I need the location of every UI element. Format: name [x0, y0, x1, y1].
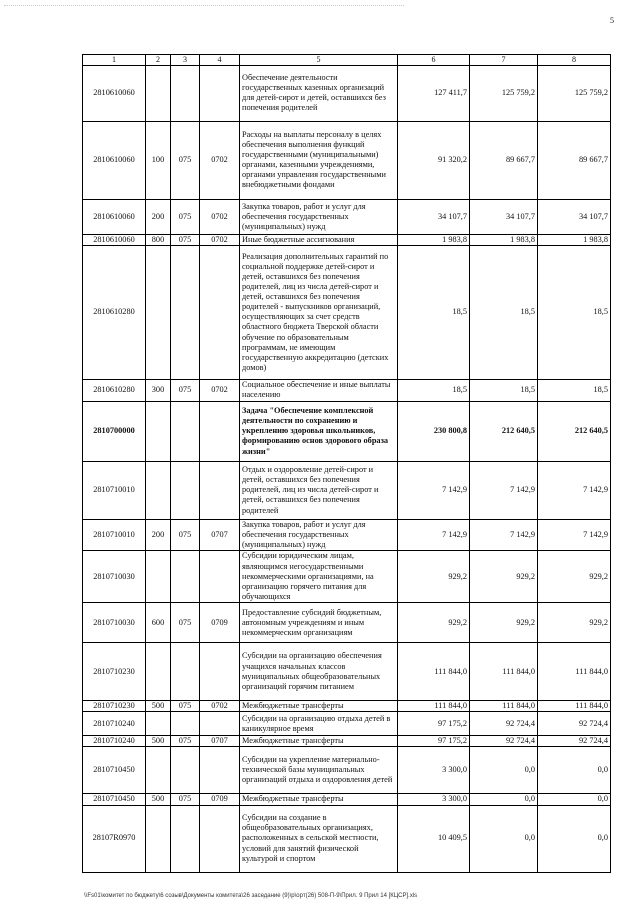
table-row [83, 121, 611, 199]
budget-code-cell: 2810710240 [83, 736, 146, 747]
description-cell: Расходы на выплаты персоналу в целях обеспечения выполнения функций государственными (муниципальными) органами, казенными учреждениями, органами управления государственными внебюджетными фондами [240, 121, 398, 199]
description-cell: Отдых и оздоровление детей-сирот и детей, оставшихся без попечения родителей, лиц из числа детей-сирот и детей, оставшихся без попечения родителей [240, 461, 398, 519]
table-row [83, 794, 611, 805]
budget-code-cell: 2810610280 [83, 245, 146, 379]
amount-col8-cell: 89 667,7 [538, 121, 611, 199]
section-cell: 0702 [200, 121, 240, 199]
amount-col8-cell: 18,5 [538, 245, 611, 379]
amount-col7-cell: 0,0 [470, 794, 538, 805]
table-row [83, 701, 611, 712]
expense-type-cell [146, 712, 171, 736]
budget-code-cell: 2810710450 [83, 794, 146, 805]
amount-col8-cell: 0,0 [538, 794, 611, 805]
section-cell: 0707 [200, 736, 240, 747]
budget-code-cell: 2810610280 [83, 379, 146, 401]
expense-type-cell [146, 245, 171, 379]
ministry-cell: 075 [171, 234, 200, 245]
amount-col7-cell: 929,2 [470, 551, 538, 603]
amount-col6-cell: 97 175,2 [398, 712, 470, 736]
section-cell: 0709 [200, 794, 240, 805]
ministry-cell [171, 805, 200, 872]
amount-col6-cell: 18,5 [398, 245, 470, 379]
description-cell: Иные бюджетные ассигнования [240, 234, 398, 245]
amount-col7-cell: 7 142,9 [470, 519, 538, 550]
amount-col6-cell: 230 800,8 [398, 401, 470, 461]
budget-code-cell: 2810710450 [83, 747, 146, 794]
ministry-cell [171, 551, 200, 603]
amount-col8-cell: 7 142,9 [538, 461, 611, 519]
amount-col7-cell: 1 983,8 [470, 234, 538, 245]
amount-col6-cell: 10 409,5 [398, 805, 470, 872]
ministry-cell: 075 [171, 603, 200, 643]
description-cell: Социальное обеспечение и иные выплаты населению [240, 379, 398, 401]
description-cell: Межбюджетные трансферты [240, 701, 398, 712]
amount-col7-cell: 212 640,5 [470, 401, 538, 461]
table-row [83, 551, 611, 603]
amount-col7-cell: 92 724,4 [470, 736, 538, 747]
amount-col8-cell: 0,0 [538, 747, 611, 794]
amount-col8-cell: 111 844,0 [538, 701, 611, 712]
table-row [83, 747, 611, 794]
amount-col6-cell: 1 983,8 [398, 234, 470, 245]
header-row [83, 55, 611, 66]
description-cell: Закупка товаров, работ и услуг для обеспечения государственных (муниципальных) нужд [240, 519, 398, 550]
description-cell: Задача "Обеспечение комплексной деятельности по сохранению и укреплению здоровья школьников, формированию основ здорового образа жизни" [240, 401, 398, 461]
section-cell [200, 461, 240, 519]
amount-col8-cell: 92 724,4 [538, 712, 611, 736]
amount-col8-cell: 212 640,5 [538, 401, 611, 461]
ministry-cell: 075 [171, 379, 200, 401]
amount-col6-cell: 97 175,2 [398, 736, 470, 747]
amount-col7-cell: 111 844,0 [470, 643, 538, 701]
section-cell [200, 401, 240, 461]
expense-type-cell [146, 805, 171, 872]
budget-code-cell: 2810710010 [83, 461, 146, 519]
amount-col6-cell: 91 320,2 [398, 121, 470, 199]
section-cell: 0707 [200, 519, 240, 550]
amount-col6-cell: 111 844,0 [398, 643, 470, 701]
amount-col7-cell: 0,0 [470, 747, 538, 794]
ministry-cell: 075 [171, 794, 200, 805]
amount-col7-cell: 929,2 [470, 603, 538, 643]
ministry-cell: 075 [171, 701, 200, 712]
column-header: 1 [83, 55, 146, 66]
ministry-cell [171, 643, 200, 701]
table-row [83, 199, 611, 234]
section-cell: 0702 [200, 379, 240, 401]
description-cell: Субсидии на организацию обеспечения учащихся начальных классов муниципальных общеобразовательных организаций горячим питанием [240, 643, 398, 701]
table-row [83, 805, 611, 872]
budget-code-cell: 2810700000 [83, 401, 146, 461]
section-cell [200, 805, 240, 872]
budget-code-cell: 2810610060 [83, 234, 146, 245]
section-cell [200, 245, 240, 379]
budget-code-cell: 2810610060 [83, 199, 146, 234]
expense-type-cell: 500 [146, 794, 171, 805]
ministry-cell [171, 65, 200, 121]
amount-col8-cell: 7 142,9 [538, 519, 611, 550]
table-row [83, 643, 611, 701]
budget-table [82, 54, 611, 873]
table-row [83, 65, 611, 121]
section-cell: 0702 [200, 701, 240, 712]
table-row [83, 712, 611, 736]
description-cell: Субсидии на создание в общеобразовательных организациях, расположенных в сельской местности, условий для занятий физической культурой и спортом [240, 805, 398, 872]
amount-col6-cell: 127 411,7 [398, 65, 470, 121]
amount-col7-cell: 92 724,4 [470, 712, 538, 736]
table-row [83, 401, 611, 461]
expense-type-cell: 600 [146, 603, 171, 643]
page-number: 5 [610, 16, 614, 25]
amount-col8-cell: 34 107,7 [538, 199, 611, 234]
budget-code-cell: 2810710030 [83, 551, 146, 603]
amount-col7-cell: 0,0 [470, 805, 538, 872]
budget-code-cell: 2810710010 [83, 519, 146, 550]
expense-type-cell: 100 [146, 121, 171, 199]
ministry-cell [171, 747, 200, 794]
column-header: 5 [240, 55, 398, 66]
amount-col8-cell: 18,5 [538, 379, 611, 401]
description-cell: Субсидии на организацию отдыха детей в каникулярное время [240, 712, 398, 736]
description-cell: Субсидии юридическим лицам, являющимся негосударственными некоммерческими организациями, на организацию горячего питания для обучающихся [240, 551, 398, 603]
expense-type-cell [146, 747, 171, 794]
ministry-cell: 075 [171, 121, 200, 199]
budget-code-cell: 2810710230 [83, 643, 146, 701]
budget-code-cell: 28107R0970 [83, 805, 146, 872]
ministry-cell [171, 461, 200, 519]
expense-type-cell: 300 [146, 379, 171, 401]
ministry-cell: 075 [171, 519, 200, 550]
ministry-cell: 075 [171, 736, 200, 747]
expense-type-cell [146, 65, 171, 121]
amount-col6-cell: 929,2 [398, 551, 470, 603]
column-header: 6 [398, 55, 470, 66]
amount-col7-cell: 34 107,7 [470, 199, 538, 234]
description-cell: Субсидии на укрепление материально-технической базы муниципальных организаций отдыха и оздоровления детей [240, 747, 398, 794]
amount-col7-cell: 7 142,9 [470, 461, 538, 519]
table-row [83, 461, 611, 519]
column-header: 4 [200, 55, 240, 66]
ministry-cell [171, 712, 200, 736]
table-row [83, 234, 611, 245]
description-cell: Предоставление субсидий бюджетным, автономным учреждениям и иным некоммерческим организациям [240, 603, 398, 643]
table-row [83, 519, 611, 550]
ministry-cell [171, 245, 200, 379]
table-row [83, 603, 611, 643]
amount-col6-cell: 3 300,0 [398, 747, 470, 794]
description-cell: Межбюджетные трансферты [240, 736, 398, 747]
expense-type-cell: 200 [146, 519, 171, 550]
budget-code-cell: 2810610060 [83, 65, 146, 121]
section-cell: 0702 [200, 199, 240, 234]
section-cell: 0702 [200, 234, 240, 245]
column-header: 2 [146, 55, 171, 66]
ministry-cell [171, 401, 200, 461]
amount-col6-cell: 18,5 [398, 379, 470, 401]
expense-type-cell [146, 401, 171, 461]
amount-col8-cell: 111 844,0 [538, 643, 611, 701]
amount-col8-cell: 1 983,8 [538, 234, 611, 245]
section-cell [200, 65, 240, 121]
file-path-footer: \\Fs01\комитет по бюджету\6 созыв\Документы комитета\26 заседание (9)\р\орт(26) 508-П-9\Прил. 9 Прил 14 [КЦСР].xls [84, 893, 418, 899]
amount-col6-cell: 7 142,9 [398, 519, 470, 550]
amount-col7-cell: 125 759,2 [470, 65, 538, 121]
amount-col6-cell: 111 844,0 [398, 701, 470, 712]
amount-col8-cell: 929,2 [538, 551, 611, 603]
section-cell: 0709 [200, 603, 240, 643]
expense-type-cell [146, 551, 171, 603]
budget-code-cell: 2810610060 [83, 121, 146, 199]
budget-code-cell: 2810710230 [83, 701, 146, 712]
description-cell: Обеспечение деятельности государственных казенных организаций для детей-сирот и детей, оставшихся без попечения родителей [240, 65, 398, 121]
amount-col6-cell: 929,2 [398, 603, 470, 643]
amount-col8-cell: 92 724,4 [538, 736, 611, 747]
budget-code-cell: 2810710030 [83, 603, 146, 643]
amount-col6-cell: 7 142,9 [398, 461, 470, 519]
amount-col8-cell: 0,0 [538, 805, 611, 872]
amount-col7-cell: 18,5 [470, 245, 538, 379]
amount-col8-cell: 929,2 [538, 603, 611, 643]
expense-type-cell [146, 643, 171, 701]
budget-code-cell: 2810710240 [83, 712, 146, 736]
expense-type-cell: 200 [146, 199, 171, 234]
description-cell: Реализация дополнительных гарантий по социальной поддержке детей-сирот и детей, оставшихся без попечения родителей, лиц из числа детей-сирот и детей, оставшихся без попечения родителей - выпускников организаций, осуществляющих за счет средств областного бюджета Тверской области обучение по образовательным программам, не имеющим государственную аккредитацию (детских домов) [240, 245, 398, 379]
column-header: 3 [171, 55, 200, 66]
scan-artifact-dots [4, 5, 404, 10]
column-header: 7 [470, 55, 538, 66]
table-row [83, 245, 611, 379]
column-header: 8 [538, 55, 611, 66]
expense-type-cell [146, 461, 171, 519]
amount-col8-cell: 125 759,2 [538, 65, 611, 121]
ministry-cell: 075 [171, 199, 200, 234]
section-cell [200, 551, 240, 603]
expense-type-cell: 500 [146, 736, 171, 747]
table-row [83, 736, 611, 747]
amount-col7-cell: 111 844,0 [470, 701, 538, 712]
amount-col6-cell: 3 300,0 [398, 794, 470, 805]
section-cell [200, 712, 240, 736]
expense-type-cell: 800 [146, 234, 171, 245]
amount-col7-cell: 18,5 [470, 379, 538, 401]
table-row [83, 379, 611, 401]
section-cell [200, 747, 240, 794]
description-cell: Межбюджетные трансферты [240, 794, 398, 805]
amount-col6-cell: 34 107,7 [398, 199, 470, 234]
section-cell [200, 643, 240, 701]
description-cell: Закупка товаров, работ и услуг для обеспечения государственных (муниципальных) нужд [240, 199, 398, 234]
expense-type-cell: 500 [146, 701, 171, 712]
amount-col7-cell: 89 667,7 [470, 121, 538, 199]
